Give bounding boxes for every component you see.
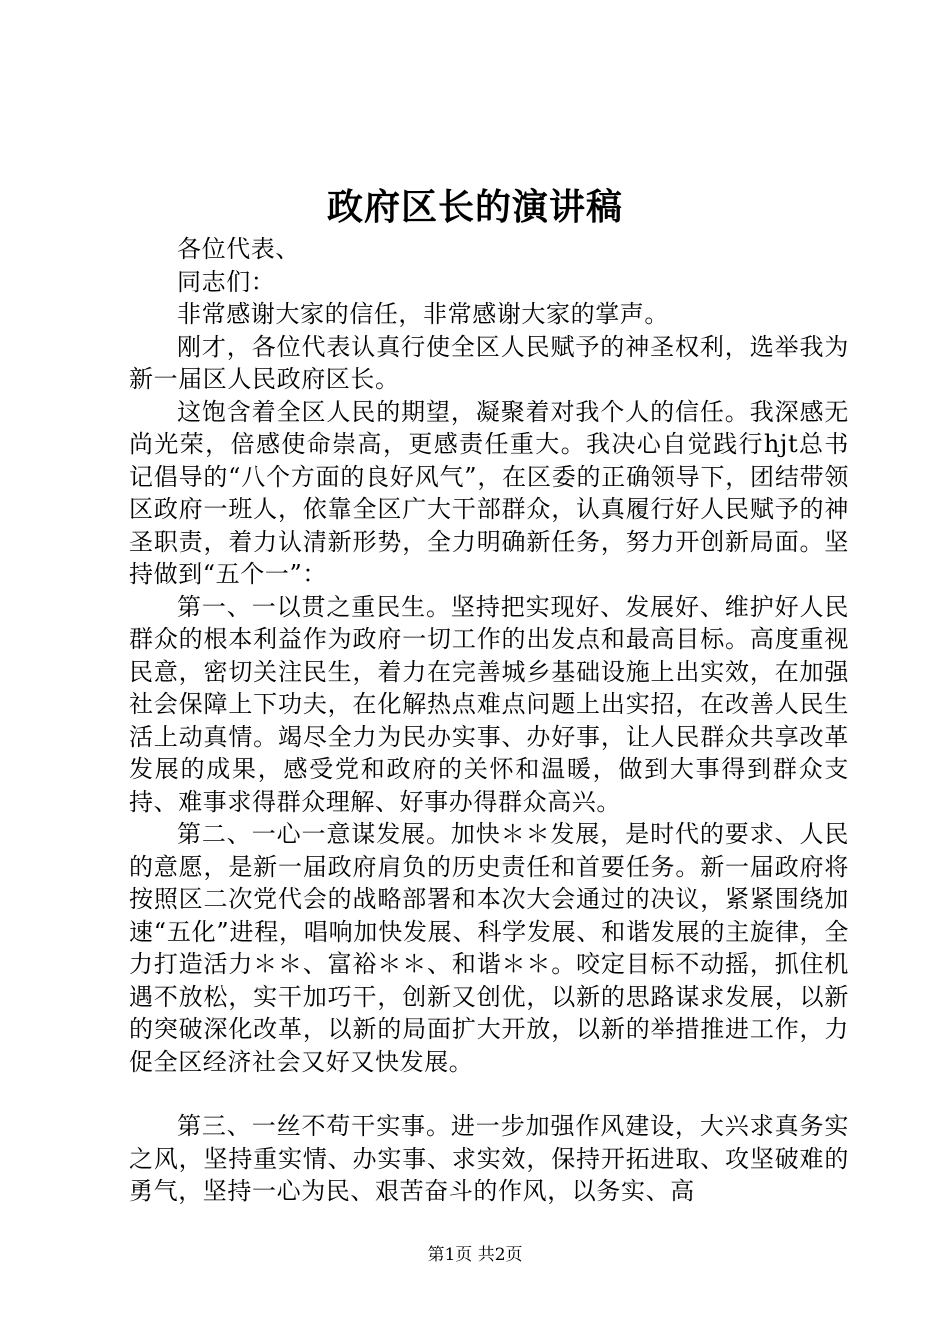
paragraph-second: 第二、一心一意谋发展。加快＊＊发展，是时代的要求、人民的意愿，是新一届政府肩负的历史责任和首要任务。新一届政府将按照区二次党代会的战略部署和本次大会通过的决议，紧紧围绕加速“五化”进程，唱响加快发展、科学发展、和谐发展的主旋律，全力打造活力＊＊、富裕＊＊、和谐＊＊。咬定目标不动摇，抓住机遇不放松，实干加巧干，创新又创优，以新的思路谋求发展，以新的突破深化改革，以新的局面扩大开放，以新的举措推进工作，力促全区经济社会又好又快发展。 — [129, 820, 849, 1076]
paragraph-third: 第三、一丝不苟干实事。进一步加强作风建设，大兴求真务实之风，坚持重实情、办实事、求实效，保持开拓进取、攻坚破难的勇气，坚持一心为民、艰苦奋斗的作风，以务实、高 — [129, 1112, 849, 1205]
paragraph-first: 第一、一以贯之重民生。坚持把实现好、发展好、维护好人民群众的根本利益作为政府一切工作的出发点和最高目标。高度重视民意，密切关注民生，着力在完善城乡基础设施上出实效，在加强社会保障上下功夫，在化解热点难点问题上出实招，在改善人民生活上动真情。竭尽全力为民办实事、办好事，让人民群众共享改革发展的成果，感受党和政府的关怀和温暖，做到大事得到群众支持、难事求得群众理解、好事办得群众高兴。 — [129, 592, 849, 816]
salutation-line-1: 各位代表、 — [177, 235, 300, 263]
document-title: 政府区长的演讲稿 — [326, 186, 623, 228]
paragraph-thanks: 非常感谢大家的信任，非常感谢大家的掌声。 — [177, 300, 669, 328]
paragraph-commitment: 这饱含着全区人民的期望，凝聚着对我个人的信任。我深感无尚光荣，倍感使命崇高，更感责任重大。我决心自觉践行hjt总书记倡导的“八个方面的良好风气”，在区委的正确领导下，团结带领区政府一班人，依靠全区广大干部群众，认真履行好人民赋予的神圣职责，着力认清新形势，全力明确新任务，努力开创新局面。坚持做到“五个一”： — [129, 397, 849, 588]
document-body — [129, 233, 849, 1208]
page-footer: 第1页 共2页 — [427, 1245, 523, 1265]
paragraph-election: 刚才，各位代表认真行使全区人民赋予的神圣权利，选举我为新一届区人民政府区长。 — [129, 332, 849, 393]
salutation-line-2: 同志们： — [177, 267, 276, 296]
